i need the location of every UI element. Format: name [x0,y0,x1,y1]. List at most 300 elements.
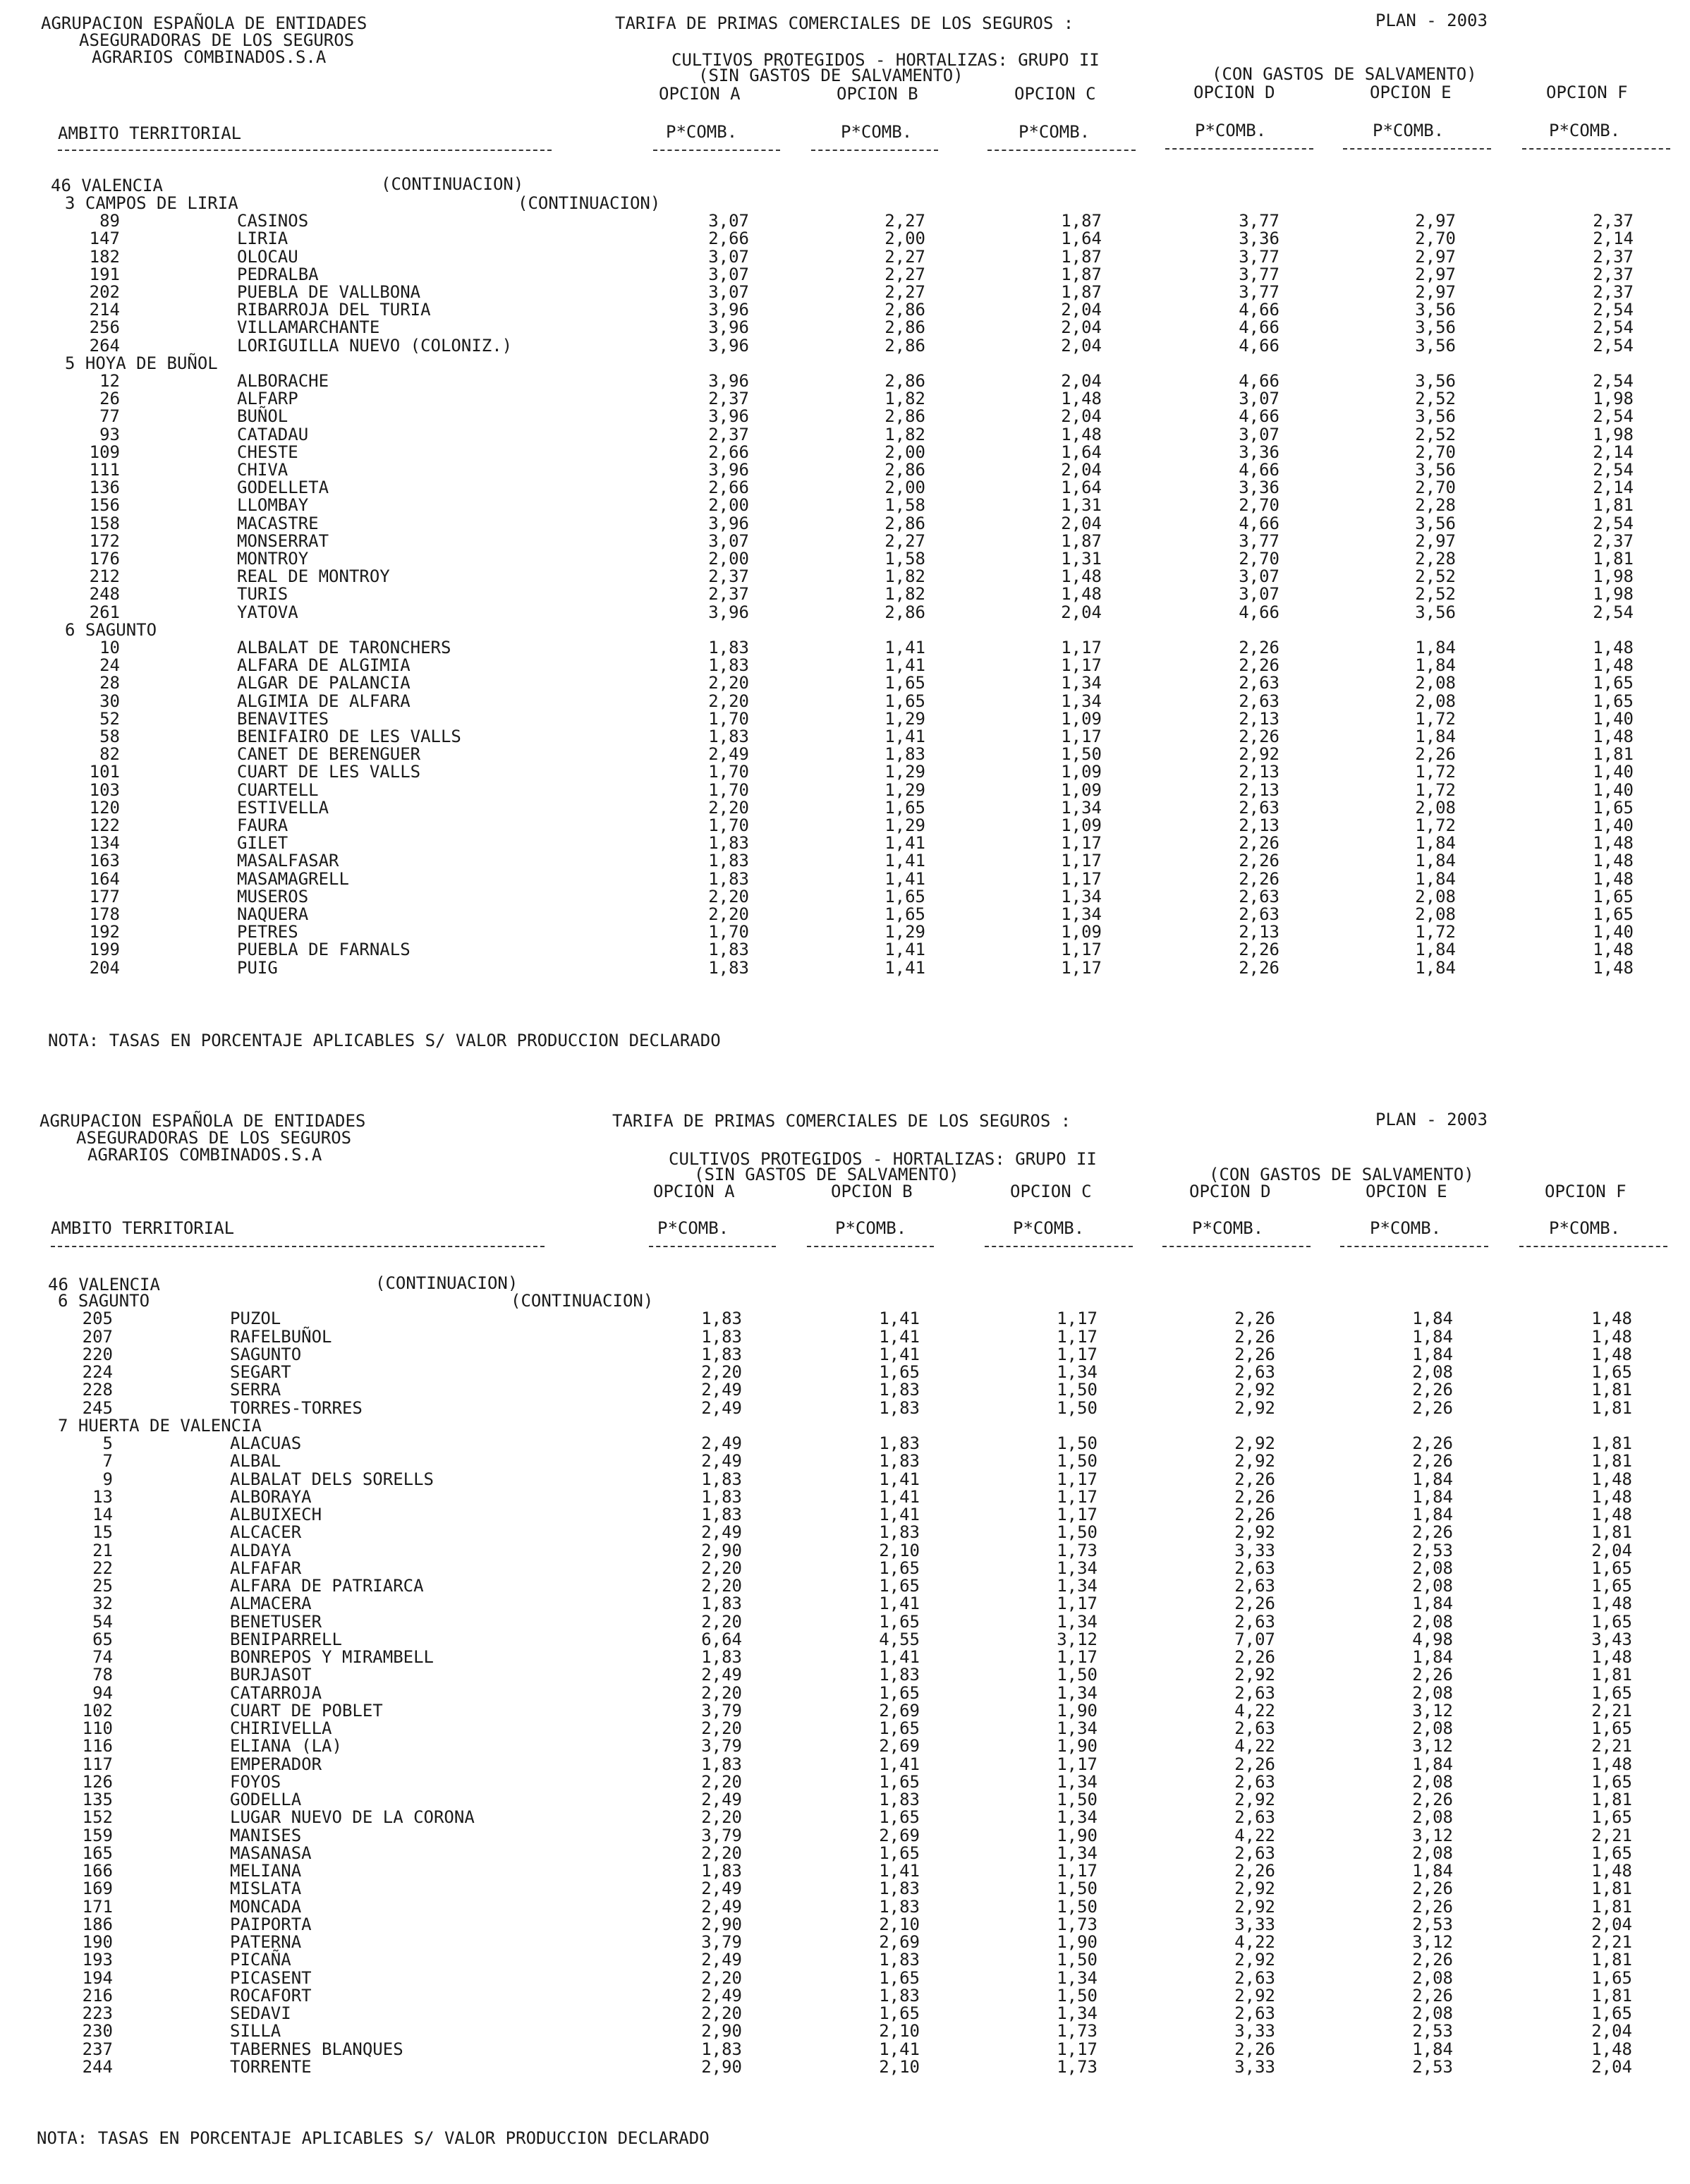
tariff-title: TARIFA DE PRIMAS COMERCIALES DE LOS SEGUROS : [612,1111,1071,1131]
rate-option-b: 2,86 [884,335,925,356]
municipality-code: 212 [89,566,120,587]
municipality-code: 147 [89,229,120,249]
rate-option-f: 1,48 [1593,851,1634,871]
rate-option-e: 2,08 [1415,673,1456,693]
rate-option-e: 1,84 [1412,1505,1453,1524]
rate-option-b: 1,58 [884,549,925,569]
municipality-code: 191 [89,264,120,284]
rate-option-b: 2,27 [884,264,925,284]
municipality-row [0,1756,1690,1773]
rate-option-b: 1,65 [884,691,925,711]
rate-option-f: 1,98 [1593,389,1634,409]
municipality-code: 120 [89,797,120,818]
header-rule-b [811,150,938,151]
rate-option-b: 2,86 [884,371,925,391]
rate-option-b: 2,00 [884,478,925,498]
rate-option-f: 2,21 [1591,1736,1632,1757]
rate-option-a: 3,96 [708,406,749,427]
province-label: 46 VALENCIA [51,176,163,195]
rate-option-e: 1,84 [1415,851,1456,871]
rate-option-d: 2,13 [1239,708,1279,729]
rate-option-e: 2,26 [1415,744,1456,765]
municipality-code: 264 [89,335,120,356]
nota-footnote: NOTA: TASAS EN PORCENTAJE APLICABLES S/ VALOR PRODUCCION DECLARADO [37,2128,710,2148]
rate-option-d: 2,13 [1239,922,1279,942]
rate-option-b: 1,83 [879,1380,920,1400]
rate-option-e: 1,84 [1415,638,1456,657]
municipality-code: 5 [102,1433,113,1453]
municipality-row [0,1595,1690,1613]
rate-option-c: 1,50 [1057,1790,1098,1809]
rate-option-d: 3,36 [1239,229,1279,249]
rate-option-e: 2,26 [1412,1451,1453,1472]
municipality-code: 190 [82,1932,113,1952]
rate-option-a: 1,70 [708,815,749,835]
rate-option-a: 2,49 [701,1397,742,1418]
rate-option-b: 2,00 [884,229,925,249]
rate-option-e: 1,72 [1415,779,1456,800]
rate-option-e: 1,84 [1412,1309,1453,1329]
rate-option-c: 1,17 [1061,638,1102,657]
rate-option-b: 2,86 [884,300,925,320]
rate-option-c: 1,17 [1057,2039,1098,2059]
rate-option-f: 1,48 [1591,1861,1632,1881]
municipality-row [0,1934,1690,1951]
municipality-name: SILLA [230,2021,281,2042]
rate-option-c: 1,09 [1061,779,1102,800]
rate-option-d: 2,26 [1234,1309,1275,1329]
rate-option-b: 1,83 [879,1985,920,2006]
municipality-row [0,1435,1690,1452]
rate-option-f: 1,48 [1591,1309,1632,1329]
col-label-e: P*COMB. [1373,121,1445,140]
municipality-code: 28 [99,673,120,693]
municipality-code: 182 [89,246,120,267]
municipality-row [0,461,1690,479]
municipality-row [0,1951,1690,1969]
rate-option-a: 2,90 [701,2021,742,2042]
rate-option-b: 1,41 [879,1861,920,1881]
municipality-code: 9 [102,1469,113,1489]
crop-subtitle: CULTIVOS PROTEGIDOS - HORTALIZAS: GRUPO II [671,50,1100,70]
rate-option-c: 1,50 [1057,1380,1098,1400]
rate-option-f: 1,65 [1591,2003,1632,2023]
rate-option-d: 2,63 [1234,1362,1275,1382]
municipality-row [0,799,1690,817]
rate-option-c: 2,04 [1061,602,1102,622]
rate-option-a: 3,79 [701,1700,742,1721]
municipality-row [0,2058,1690,2076]
org-line-3: AGRARIOS COMBINADOS.S.A [87,1145,322,1165]
region-label: 6 SAGUNTO [65,619,157,640]
municipality-code: 169 [82,1879,113,1899]
rate-option-c: 1,17 [1061,851,1102,871]
municipality-code: 192 [89,922,120,942]
municipality-row [0,906,1690,923]
rate-option-d: 2,92 [1234,1397,1275,1418]
municipality-name: SAGUNTO [230,1344,302,1364]
rate-option-d: 3,07 [1239,389,1279,409]
rate-option-b: 1,29 [884,762,925,782]
rate-option-c: 1,17 [1061,868,1102,889]
municipality-name: CATADAU [237,424,309,444]
rate-option-b: 2,10 [879,1540,920,1560]
municipality-row [0,1328,1690,1346]
rate-option-b: 1,82 [884,566,925,587]
rate-option-b: 1,65 [879,1718,920,1738]
rate-option-a: 2,20 [701,1576,742,1596]
rate-option-e: 1,84 [1415,727,1456,746]
rate-option-c: 2,04 [1061,317,1102,338]
rate-option-c: 1,17 [1057,1594,1098,1614]
rate-option-f: 1,48 [1591,1647,1632,1667]
rate-option-c: 1,50 [1057,1950,1098,1970]
rate-option-c: 1,09 [1061,708,1102,729]
rate-option-c: 1,34 [1061,673,1102,693]
rate-option-f: 1,48 [1593,868,1634,889]
header-rule-e [1340,1246,1488,1247]
rate-option-c: 1,90 [1057,1736,1098,1757]
rate-option-f: 1,81 [1591,1397,1632,1418]
rate-option-f: 1,65 [1591,1967,1632,1988]
rate-option-f: 1,48 [1591,1326,1632,1347]
municipality-row [0,1987,1690,2005]
municipality-code: 122 [89,815,120,835]
rate-option-b: 1,41 [884,851,925,871]
rate-option-b: 1,65 [879,1558,920,1578]
rate-option-a: 2,00 [708,549,749,569]
rate-option-f: 1,98 [1593,566,1634,587]
rate-option-d: 2,63 [1239,673,1279,693]
municipality-name: MELIANA [230,1861,302,1881]
rate-option-a: 6,64 [701,1629,742,1649]
rate-option-a: 2,20 [701,1771,742,1792]
municipality-row [0,1967,1690,1988]
rate-option-d: 3,07 [1239,584,1279,605]
rate-option-a: 1,83 [701,1486,742,1507]
rate-option-a: 1,83 [708,655,749,676]
municipality-code: 261 [89,602,120,622]
municipality-code: 93 [99,424,120,444]
municipality-name: BURJASOT [230,1665,312,1685]
municipality-code: 135 [82,1790,113,1809]
rate-option-d: 2,26 [1234,1647,1275,1667]
province-note: (CONTINUACION) [381,174,524,194]
region-row [0,1292,1690,1310]
municipality-code: 24 [99,655,120,676]
rate-option-d: 3,07 [1239,424,1279,444]
rate-option-d: 2,63 [1239,691,1279,711]
municipality-code: 163 [89,851,120,871]
rate-option-b: 1,41 [879,1754,920,1774]
rate-option-c: 2,04 [1061,513,1102,533]
rate-option-a: 1,83 [701,1309,742,1329]
municipality-row [0,693,1690,710]
municipality-row [0,1310,1690,1328]
municipality-row [0,1649,1690,1666]
region-continuation-note: (CONTINUACION) [511,1291,654,1311]
rate-option-b: 1,83 [879,1522,920,1543]
municipality-code: 172 [89,530,120,551]
header-rule-a [649,1246,776,1247]
rate-option-b: 2,10 [879,1914,920,1934]
municipality-name: PETRES [237,922,298,942]
rate-option-c: 1,90 [1057,1932,1098,1952]
header-rule-d [1165,148,1313,150]
rate-option-f: 1,81 [1591,1879,1632,1899]
rate-option-e: 2,70 [1415,478,1456,498]
rate-option-d: 2,13 [1239,779,1279,800]
rate-option-d: 3,77 [1239,530,1279,551]
rate-option-e: 2,26 [1412,1879,1453,1899]
col-label-a: P*COMB. [657,1218,729,1238]
rate-option-a: 2,20 [701,1611,742,1632]
rate-option-d: 2,63 [1234,1807,1275,1828]
municipality-code: 22 [92,1558,113,1578]
rate-option-d: 2,63 [1239,886,1279,906]
rate-option-c: 1,73 [1057,2021,1098,2042]
rate-option-e: 2,97 [1415,264,1456,284]
rate-option-e: 1,84 [1412,1344,1453,1364]
org-line-2: ASEGURADORAS DE LOS SEGUROS [76,1128,352,1148]
municipality-name: BONREPOS Y MIRAMBELL [230,1647,434,1667]
municipality-name: BUÑOL [237,406,288,427]
municipality-code: 166 [82,1861,113,1881]
rate-option-c: 1,17 [1061,833,1102,854]
municipality-name: PUZOL [230,1309,281,1329]
rate-option-c: 1,34 [1057,2003,1098,2023]
rate-option-b: 1,82 [884,424,925,444]
rate-option-b: 1,41 [879,1309,920,1329]
municipality-row [0,1862,1690,1880]
rate-option-c: 1,34 [1061,691,1102,711]
rate-option-d: 2,92 [1234,1950,1275,1970]
rate-option-e: 2,08 [1412,1682,1453,1703]
rate-option-f: 2,14 [1593,442,1634,462]
rate-option-f: 1,48 [1591,1486,1632,1507]
rate-option-d: 2,26 [1234,1344,1275,1364]
municipality-row [0,1720,1690,1737]
rate-option-b: 2,86 [884,460,925,480]
rate-option-c: 1,87 [1061,530,1102,551]
rate-option-d: 2,92 [1234,1896,1275,1917]
rate-option-b: 1,41 [884,655,925,676]
municipality-name: ALBORACHE [237,371,329,391]
rate-option-a: 2,49 [701,1950,742,1970]
rate-option-e: 4,98 [1412,1629,1453,1649]
rate-option-b: 1,65 [879,1611,920,1632]
rate-option-e: 2,08 [1412,1362,1453,1382]
rate-option-e: 2,70 [1415,442,1456,462]
rate-option-f: 1,40 [1593,815,1634,835]
rate-option-b: 1,41 [884,638,925,657]
municipality-code: 14 [92,1505,113,1524]
municipality-code: 111 [89,460,120,480]
municipality-code: 89 [99,211,120,231]
municipality-name: CASINOS [237,211,309,231]
option-b-header: OPCION B [831,1182,913,1201]
municipality-name: MONSERRAT [237,530,329,551]
header-rule-c [987,150,1136,151]
province-note: (CONTINUACION) [375,1273,518,1293]
municipality-name: REAL DE MONTROY [237,566,390,587]
municipality-code: 199 [89,940,120,960]
rate-option-b: 1,65 [879,1362,920,1382]
rate-option-f: 1,40 [1593,779,1634,800]
rate-option-d: 2,26 [1234,1486,1275,1507]
rate-option-d: 2,26 [1239,940,1279,960]
municipality-row [0,497,1690,514]
rate-option-c: 2,04 [1061,371,1102,391]
province-label: 46 VALENCIA [48,1275,160,1294]
rate-option-b: 2,69 [879,1932,920,1952]
rate-option-e: 3,56 [1415,460,1456,480]
municipality-code: 32 [92,1594,113,1614]
rate-option-b: 1,83 [879,1397,920,1418]
rate-option-a: 2,20 [708,691,749,711]
rate-option-f: 1,48 [1593,940,1634,960]
rate-option-e: 2,08 [1415,904,1456,924]
municipality-name: ALDAYA [230,1540,291,1560]
rate-option-a: 3,96 [708,335,749,356]
municipality-row [0,586,1690,603]
rate-option-d: 4,22 [1234,1700,1275,1721]
option-f-header: OPCION F [1545,1182,1627,1201]
rate-option-f: 1,81 [1591,1790,1632,1809]
municipality-name: MASANASA [230,1843,312,1863]
municipality-name: ALFARP [237,389,298,409]
municipality-name: BENETUSER [230,1611,322,1632]
col-label-a: P*COMB. [666,122,738,142]
rate-option-c: 1,87 [1061,246,1102,267]
rate-option-d: 7,07 [1234,1629,1275,1649]
region-row [0,195,1690,212]
rate-option-d: 2,92 [1234,1451,1275,1472]
rate-option-c: 1,17 [1057,1505,1098,1524]
rate-option-c: 1,17 [1057,1647,1098,1667]
municipality-name: MONCADA [230,1896,302,1917]
rate-option-c: 1,50 [1057,1522,1098,1543]
municipality-row [0,337,1690,355]
region-row [0,355,1690,372]
rate-option-e: 3,56 [1415,335,1456,356]
municipality-row [0,2041,1690,2058]
rate-option-f: 1,48 [1591,1754,1632,1774]
header-rule-b [807,1246,934,1247]
municipality-row [0,550,1690,568]
municipality-name: MASALFASAR [237,851,339,871]
rate-option-f: 1,81 [1591,1985,1632,2006]
rate-option-f: 1,81 [1591,1950,1632,1970]
municipality-name: ALBAL [230,1451,281,1472]
rate-option-a: 1,83 [701,1326,742,1347]
rate-option-e: 2,97 [1415,211,1456,231]
rate-option-c: 1,17 [1057,1309,1098,1329]
rate-option-c: 1,34 [1057,1362,1098,1382]
rate-option-a: 2,20 [701,1807,742,1828]
rate-option-b: 2,27 [884,530,925,551]
rate-option-a: 1,83 [708,940,749,960]
rate-option-e: 2,26 [1412,1433,1453,1453]
tariff-title: TARIFA DE PRIMAS COMERCIALES DE LOS SEGUROS : [615,13,1074,33]
region-continuation-note: (CONTINUACION) [518,193,661,213]
col-label-b: P*COMB. [835,1218,907,1238]
municipality-row [0,1880,1690,1898]
rate-option-c: 1,34 [1057,1843,1098,1863]
municipality-code: 165 [82,1843,113,1863]
rate-option-a: 1,83 [701,1861,742,1881]
rate-option-f: 1,81 [1591,1451,1632,1472]
municipality-row [0,1471,1690,1488]
municipality-row [0,835,1690,852]
rate-option-b: 1,82 [884,584,925,605]
rate-option-a: 3,96 [708,460,749,480]
municipality-name: ALGIMIA DE ALFARA [237,691,411,711]
rate-option-c: 2,04 [1061,300,1102,320]
municipality-name: LUGAR NUEVO DE LA CORONA [230,1807,475,1828]
rate-option-e: 1,84 [1412,1594,1453,1614]
rate-option-b: 1,41 [884,727,925,746]
municipality-name: SEGART [230,1362,291,1382]
municipality-code: 77 [99,406,120,427]
rate-option-c: 1,17 [1057,1486,1098,1507]
rate-option-f: 2,37 [1593,282,1634,302]
rate-option-f: 1,48 [1591,1344,1632,1364]
rate-option-c: 2,04 [1061,335,1102,356]
rate-option-f: 1,48 [1593,727,1634,746]
option-b-header: OPCION B [837,84,918,104]
rate-option-a: 1,83 [701,1344,742,1364]
rate-option-d: 2,63 [1234,1558,1275,1578]
rate-option-f: 1,81 [1591,1433,1632,1453]
rate-option-a: 2,66 [708,442,749,462]
rate-option-c: 1,34 [1061,904,1102,924]
rate-option-a: 2,49 [701,1896,742,1917]
rate-option-b: 1,65 [879,1843,920,1863]
rate-option-d: 2,26 [1234,1861,1275,1881]
rate-option-a: 3,96 [708,300,749,320]
municipality-code: 186 [82,1914,113,1934]
municipality-name: ELIANA (LA) [230,1736,342,1757]
rate-option-a: 2,49 [701,1790,742,1809]
municipality-row [0,817,1690,835]
rate-option-d: 2,26 [1234,1469,1275,1489]
nota-footnote: NOTA: TASAS EN PORCENTAJE APLICABLES S/ VALOR PRODUCCION DECLARADO [48,1031,721,1050]
region-label: 5 HOYA DE BUÑOL [65,353,218,373]
rate-option-d: 2,26 [1239,638,1279,657]
rate-option-d: 2,92 [1234,1665,1275,1685]
rate-option-c: 1,34 [1057,1771,1098,1792]
municipality-name: MUSEROS [237,886,309,906]
rate-option-d: 3,36 [1239,442,1279,462]
rate-option-e: 2,70 [1415,229,1456,249]
municipality-code: 78 [92,1665,113,1685]
org-line-3: AGRARIOS COMBINADOS.S.A [92,47,327,67]
municipality-name: TORRENTE [230,2056,312,2077]
municipality-name: MACASTRE [237,513,319,533]
rate-option-b: 1,65 [879,2003,920,2023]
municipality-name: LLOMBAY [237,495,309,516]
rate-option-f: 2,54 [1593,335,1634,356]
header-rule-f [1522,148,1670,150]
rate-option-c: 1,09 [1061,762,1102,782]
rate-option-a: 1,83 [701,2039,742,2059]
rate-option-a: 3,79 [701,1736,742,1757]
rate-option-f: 1,40 [1593,762,1634,782]
rate-option-d: 2,63 [1234,1576,1275,1596]
municipality-name: PAIPORTA [230,1914,312,1934]
rate-option-b: 2,00 [884,442,925,462]
